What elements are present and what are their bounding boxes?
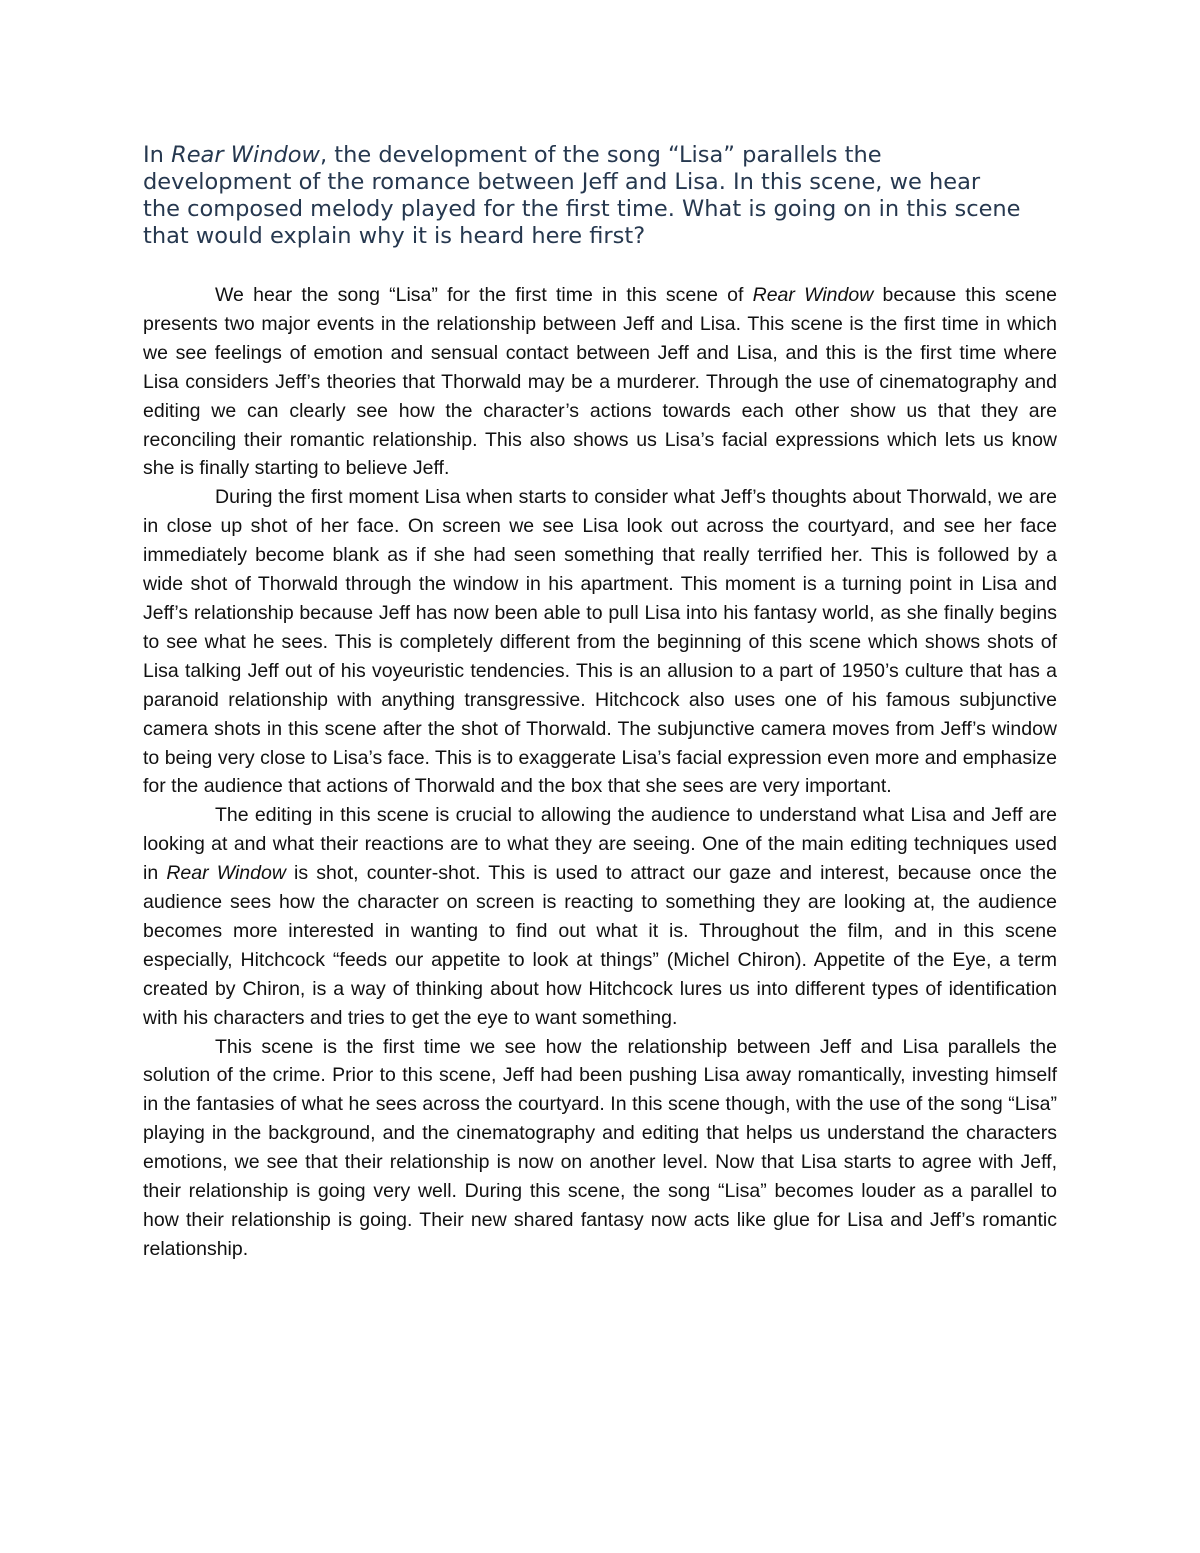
paragraph-1-text-b: because this scene presents two major events in the relationship between Jeff and Lisa. This scene is the first time in which we see feelings of emotion and sensual contact between Jeff and Lisa, and this is the first time where Lisa considers Jeff’s theories that Thorwald may be a murderer. Through the use of cinematography and editing we can clearly see how the character’s actions towards each other show us that they are reconciling their romantic relationship. This also shows us Lisa’s facial expressions which lets us know she is finally starting to believe Jeff. xyxy=(143,284,1057,480)
paragraph-3-film-title: Rear Window xyxy=(166,862,286,885)
paragraph-4: This scene is the first time we see how the relationship between Jeff and Lisa parallels the solution of the crime. Prior to this scene, Jeff had been pushing Lisa away romantically, investing himself in the fantasies of what he sees across the courtyard. In this scene though, with the use of the song “Lisa” playing in the background, and the cinematography and editing that helps us understand the characters emotions, we see that their relationship is now on another level. Now that Lisa starts to agree with Jeff, their relationship is going very well. During this scene, the song “Lisa” becomes louder as a parallel to how their relationship is going. Their new shared fantasy now acts like glue for Lisa and Jeff’s romantic relationship. xyxy=(143,1035,1057,1260)
prompt-intro: In xyxy=(143,142,172,168)
paragraph-1-film-title: Rear Window xyxy=(752,284,874,306)
prompt-question: , the development of the song “Lisa” parallels the development of the romance between Jeff and Lisa. In this scene, we hear the composed melody played for the first time. What is going on in this scene that would explain why it is heard here first? xyxy=(143,142,1021,249)
paragraph-1-text-a: We hear the song “Lisa” for the first time in this scene of xyxy=(215,284,753,306)
paragraph-1 xyxy=(143,281,1057,483)
paragraph-3-text-a: The editing in this scene is crucial to allowing the audience to understand what Lisa and Jeff are looking at and what their reactions are to what they are seeing. One of the main editing techniques used in xyxy=(143,804,1057,885)
paragraph-3 xyxy=(143,801,1057,1032)
prompt-film-title: Rear Window xyxy=(171,142,320,168)
essay-body xyxy=(143,281,1057,1264)
essay-prompt xyxy=(143,142,1023,250)
paragraph-2: During the first moment Lisa when starts to consider what Jeff’s thoughts about Thorwald, we are in close up shot of her face. On screen we see Lisa look out across the courtyard, and see her face immediately become blank as if she had seen something that really terrified her. This is followed by a wide shot of Thorwald through the window in his apartment. This moment is a turning point in Lisa and Jeff’s relationship because Jeff has now been able to pull Lisa into his fantasy world, as she finally begins to see what he sees. This is completely different from the beginning of this scene which shows shots of Lisa talking Jeff out of his voyeuristic tendencies. This is an allusion to a part of 1950’s culture that has a paranoid relationship with anything transgressive. Hitchcock also uses one of his famous subjunctive camera shots in this scene after the shot of Thorwald. The subjunctive camera moves from Jeff’s window to being very close to Lisa’s face. This is to exaggerate Lisa’s facial expression even more and emphasize for the audience that actions of Thorwald and the box that she sees are very important. xyxy=(143,486,1057,798)
paragraph-3-text-b: is shot, counter-shot. This is used to attract our gaze and interest, because once the audience sees how the character on screen is reacting to something they are looking at, the audience becomes more interested in wanting to find out what it is. Throughout the film, and in this scene especially, Hitchcock “feeds our appetite to look at things” (Michel Chiron). Appetite of the Eye, a term created by Chiron, is a way of thinking about how Hitchcock lures us into different types of identification with his characters and tries to get the eye to want something. xyxy=(143,862,1057,1029)
